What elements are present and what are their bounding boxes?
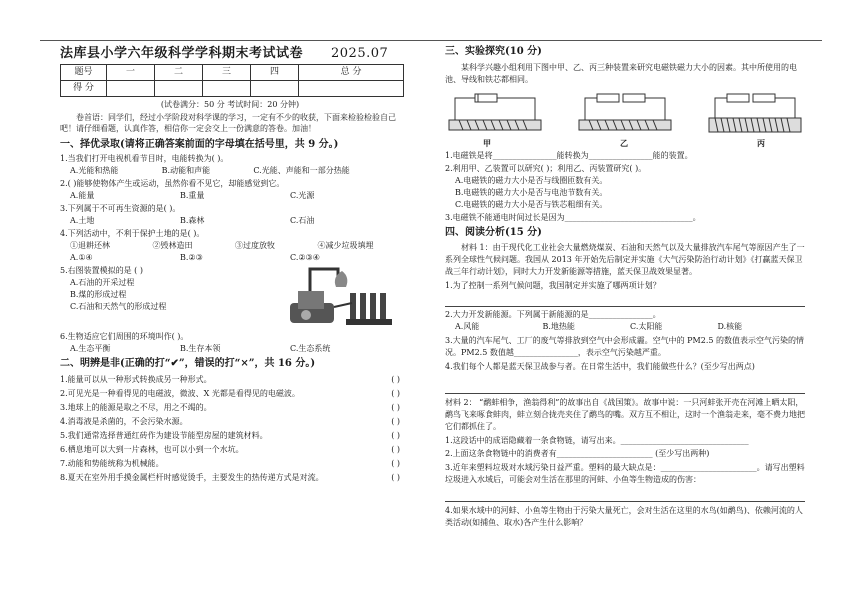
- exam-year: 2025.07: [331, 46, 389, 61]
- score-cell: 三: [203, 65, 251, 81]
- s1-q2-options: [60, 191, 400, 201]
- score-table: [60, 64, 404, 97]
- score-input-cell[interactable]: [251, 81, 299, 97]
- option: C.光能、声能和一部分热能: [253, 166, 350, 176]
- option: C.电磁铁的磁力大小是否与铁芯粗细有关。: [455, 199, 608, 209]
- tf-item: [60, 459, 400, 469]
- option: B.动能和声能: [161, 166, 211, 176]
- option: A.电磁铁的磁力大小是否与线圈匝数有关。: [455, 175, 608, 185]
- s4-q2-options: [445, 322, 805, 332]
- exam-title-text: 法库县小学六年级科学学科期末考试试卷: [60, 46, 304, 61]
- answer-line[interactable]: [445, 488, 805, 502]
- tf-text: 2.可见光是一种看得见的电磁波，微波、X 光都是看得见的电磁波。: [60, 388, 300, 398]
- section2-title: 二、明辨是非(正确的打“✔”，错误的打“×”，共 16 分。): [60, 358, 316, 370]
- option: B.煤的形成过程: [70, 290, 127, 300]
- option: C.②③④: [290, 253, 320, 263]
- option: C.太阳能: [630, 322, 663, 331]
- tf-item: [60, 375, 400, 385]
- left-column: [60, 46, 400, 483]
- answer-line[interactable]: [445, 380, 805, 394]
- s4-q4: 4.我们每个人都是蓝天保卫战参与者。在日常生活中，我们能做些什么？(至少写出两点): [445, 362, 755, 371]
- tf-answer-paren[interactable]: ( ): [391, 374, 400, 384]
- score-cell: 总 分: [299, 65, 404, 81]
- s1-q5: 5.右图装置模拟的是 ( ): [60, 266, 143, 276]
- section1-title: 一、择优录取(请将正确答案前面的字母填在括号里，共 9 分。): [60, 138, 339, 150]
- tf-item: [60, 403, 400, 413]
- option: B.②③: [180, 253, 203, 263]
- tf-answer-paren[interactable]: ( ): [391, 430, 400, 440]
- answer-line[interactable]: [445, 293, 805, 307]
- s1-q6: 6.生物适应它们周围的环境叫作( )。: [60, 332, 189, 342]
- s3-q2: 2.利用甲、乙装置可以研究( )；利用乙、丙装置研究( )。: [445, 163, 647, 173]
- s1-q6-options: [60, 344, 400, 354]
- option: A.风能: [455, 322, 480, 331]
- option: D.核能: [717, 322, 743, 331]
- exam-intro: 卷首语：同学们，经过小学阶段对科学课的学习，一定有不少的收获，下面来检验检验自己吧！请仔细看题，认真作答，相信你一定会交上一份满意的答卷。加油！: [60, 113, 396, 134]
- option: ④减少垃圾填埋: [317, 241, 374, 251]
- exam-title: [60, 46, 400, 62]
- option: A.能量: [70, 191, 95, 201]
- score-cell: 一: [107, 65, 155, 81]
- tf-item: [60, 431, 400, 441]
- tf-answer-paren[interactable]: ( ): [391, 402, 400, 412]
- score-cell: 得 分: [61, 81, 107, 97]
- tf-answer-paren[interactable]: ( ): [391, 458, 400, 468]
- s1-q5-block: [60, 263, 400, 329]
- coal-formation-apparatus-illustration: [280, 263, 400, 329]
- electromagnet-diagram-bing: [705, 92, 805, 136]
- score-table-score-row: [61, 81, 404, 97]
- score-input-cell[interactable]: [107, 81, 155, 97]
- s1-q3: 3.下列属于不可再生资源的是( )。: [60, 204, 181, 214]
- option: ②毁林造田: [152, 241, 193, 251]
- tf-answer-paren[interactable]: ( ): [391, 444, 400, 454]
- m2-q2: 2.上面这条食物链中的消费者有________________________ (至少写出两种): [445, 449, 710, 458]
- s1-q2: 2.( )能够使物体产生或运动，虽然你看不见它，却能感觉到它。: [60, 179, 285, 189]
- section3-title: 三、实验探究(10 分): [445, 46, 542, 57]
- score-input-cell[interactable]: [299, 81, 404, 97]
- option: B.地热能: [542, 322, 575, 331]
- option: A.土地: [70, 216, 95, 226]
- exam-info: (试卷满分：50 分 考试时间：20 分钟): [160, 100, 300, 110]
- option: C.光源: [290, 191, 315, 201]
- tf-text: 8.夏天在室外用手摸金属栏杆时感觉烫手，主要发生的热传递方式是对流。: [60, 472, 324, 482]
- option: B.生存本领: [180, 344, 221, 354]
- option: C.石油和天然气的形成过程: [70, 302, 167, 312]
- m2-q3: 3.近年来塑料垃圾对水域污染日益严重。塑料的最大缺点是：________________________。请写出塑料垃圾进入水域后，可能会对生活在那里的河蚌、小鱼等生物造成的伤害：: [445, 463, 805, 484]
- s4-q2: 2.大力开发新能源。下列属于新能源的是________________。: [445, 310, 661, 319]
- tf-item: [60, 417, 400, 427]
- section4-title: 四、阅读分析(15 分): [445, 226, 542, 238]
- s3-q2-options: [445, 176, 805, 210]
- option: ③过度放牧: [235, 241, 275, 251]
- electromagnet-diagram-jia: [445, 92, 545, 136]
- s1-q1: 1.当我们打开电视机看节目时，电能转换为( )。: [60, 154, 229, 164]
- option: ①退耕还林: [70, 241, 110, 251]
- tf-item: [60, 389, 400, 399]
- tf-item: [60, 473, 400, 483]
- option: A.生态平衡: [70, 344, 111, 354]
- page-top-rule: [40, 40, 822, 41]
- m2-q1: 1.这段话中的成语隐藏着一条食物链，请写出来。________________________________: [445, 436, 749, 445]
- material-2: 材料 2： “鹬蚌相争，渔翁得利”的故事出自《战国策》。故事中说：一只河蚌张开壳在河滩上晒太阳，鹬鸟飞来啄食蚌肉，蚌立刻合拢壳夹住了鹬鸟的嘴。双方互不相让，这时一个渔翁走来，毫不费力地把它们都抓住了。: [445, 398, 805, 431]
- tf-text: 7.动能和势能统称为机械能。: [60, 458, 164, 468]
- score-input-cell[interactable]: [203, 81, 251, 97]
- option: A.①④: [70, 253, 93, 263]
- diagram-label: 丙: [757, 137, 765, 148]
- tf-text: 5.我们通常选择普通红砖作为建设节能型房屋的建筑材料。: [60, 430, 268, 440]
- option: B.森林: [180, 216, 205, 226]
- score-table-header-row: [61, 65, 404, 81]
- s3-q1: 1.电磁铁是将________________能转换为________________能的装置。: [445, 150, 693, 160]
- electromagnet-diagram-yi: [575, 92, 675, 136]
- tf-answer-paren[interactable]: ( ): [391, 416, 400, 426]
- s1-q1-options: [60, 166, 400, 176]
- electromagnet-diagrams: [445, 92, 805, 136]
- m2-q4: 4.如果水域中的河蚌、小鱼等生物由于污染大量死亡，会对生活在这里的水鸟(如鹬鸟)、依赖河流的人类活动(如捕鱼、取水)各产生什么影响？: [445, 506, 803, 527]
- option: B.重量: [180, 191, 205, 201]
- option: B.电磁铁的磁力大小是否与电池节数有关。: [455, 187, 608, 197]
- tf-text: 1.能量可以从一种形式转换成另一种形式。: [60, 374, 212, 384]
- tf-text: 3.地球上的能源是取之不尽，用之不竭的。: [60, 402, 212, 412]
- tf-text: 4.消毒液是杀菌的，不会污染水源。: [60, 416, 188, 426]
- diagram-label: 甲: [483, 137, 491, 148]
- tf-answer-paren[interactable]: ( ): [391, 472, 400, 482]
- right-column: [445, 46, 805, 529]
- tf-text: 6.栖息地可以大到一片森林，也可以小到一个水坑。: [60, 444, 244, 454]
- s1-q5-options: [60, 278, 280, 312]
- s1-q3-options: [60, 216, 400, 226]
- option: A.光能和热能: [70, 166, 119, 176]
- score-cell: 二: [155, 65, 203, 81]
- s1-q4-items: [60, 241, 400, 251]
- option: A.石油的开采过程: [70, 278, 135, 288]
- s4-q1: 1.为了控制一系列气候问题，我国制定并实施了哪两项计划？: [445, 281, 661, 290]
- diagram-labels: [445, 138, 805, 148]
- tf-answer-paren[interactable]: ( ): [391, 388, 400, 398]
- s4-q3: 3.大量的汽车尾气、工厂的废气等排放到空气中会形成霾。空气中的 PM2.5 的数值表示空气污染的情况。PM2.5 数值越________________，表示空气污染越严重。: [445, 336, 805, 357]
- s1-q4-options: [60, 253, 400, 263]
- option: C.生态系统: [290, 344, 331, 354]
- s3-q3: 3.电磁铁不能通电时间过长是因为________________________________。: [445, 212, 701, 222]
- score-cell: 四: [251, 65, 299, 81]
- material-1: 材料 1：由于现代化工业社会大量燃烧煤炭、石油和天然气以及大量排放汽车尾气等原因产生了一系列全球性气候问题。我国从 2013 年开始先后制定并实施《大气污染防治行动计划》《打赢蓝天保卫战三年行动计划》，同时大力开发新能源等措施，蓝天保卫战效果显著。: [445, 243, 805, 276]
- section3-intro: 某科学兴趣小组利用下图中甲、乙、丙三种装置来研究电磁铁磁力大小的因素。其中所使用的电池、导线和铁芯都相同。: [445, 62, 797, 84]
- tf-item: [60, 445, 400, 455]
- diagram-label: 乙: [620, 137, 628, 148]
- s1-q4: 4.下列活动中，不利于保护土地的是( )。: [60, 229, 205, 239]
- score-cell: 题号: [61, 65, 107, 81]
- option: C.石油: [290, 216, 315, 226]
- score-input-cell[interactable]: [155, 81, 203, 97]
